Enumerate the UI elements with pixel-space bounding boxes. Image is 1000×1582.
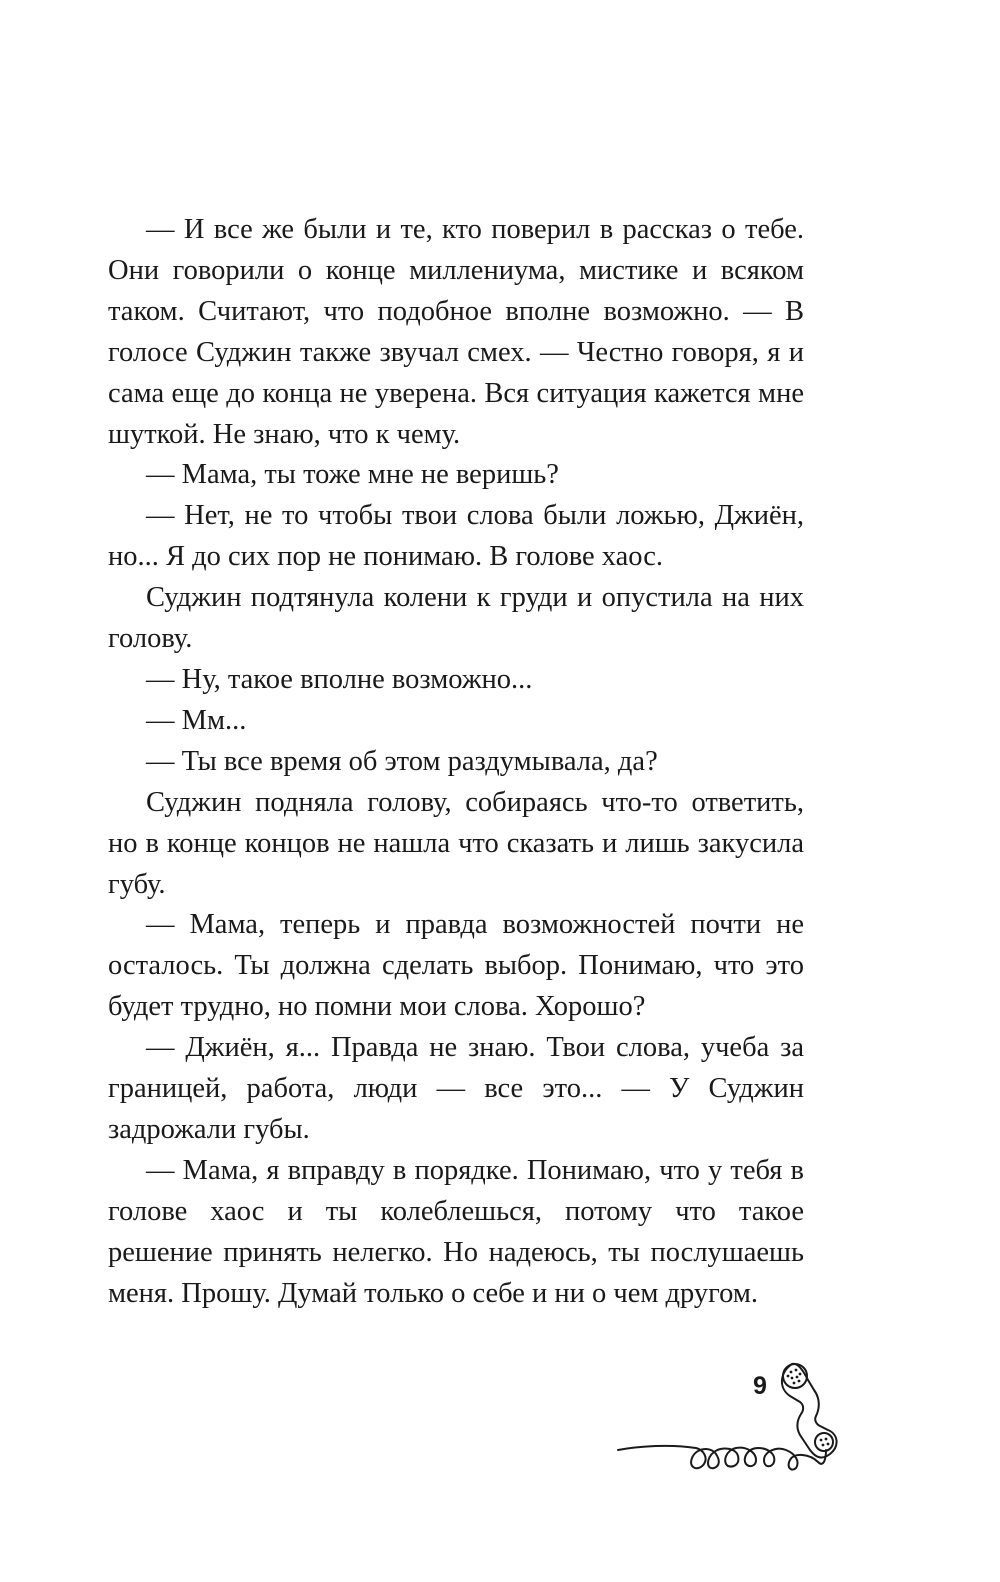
paragraph: — Мм... <box>146 704 247 736</box>
page-number: 9 <box>753 1372 767 1400</box>
telephone-handset-cord-icon <box>600 1350 860 1500</box>
paragraph: — Ты все время об этом раздумывала, да? <box>146 745 658 777</box>
paragraph: Суджин подняла голову, собираясь что-то ответить, но в конце концов не нашла что сказать и лишь закусила губу. <box>108 786 804 900</box>
paragraph: — Мама, ты тоже мне не веришь? <box>146 459 559 491</box>
paragraph: — Нет, не то чтобы твои слова были ложью, Джиён, но... Я до сих пор не понимаю. В голове хаос. <box>108 500 804 573</box>
paragraph: — И все же были и те, кто поверил в рассказ о тебе. Они говорили о конце миллениума, мистике и всяком таком. Считают, что подобное вполне возможно. — В голосе Суджин также звучал смех. — Честно говоря, я и сама еще до конца не уверена. Вся ситуация кажется мне шуткой. Не знаю, что к чему. <box>108 214 804 450</box>
paragraph: — Ну, такое вполне возможно... <box>146 663 533 695</box>
paragraph: Суджин подтянула колени к груди и опустила на них голову. <box>108 582 804 655</box>
paragraph: — Мама, теперь и правда возможностей почти не осталось. Ты должна сделать выбор. Понимаю, что это будет трудно, но помни мои слова. Хорошо? <box>108 909 804 1023</box>
body-text <box>108 210 804 1314</box>
paragraph: — Джиён, я... Правда не знаю. Твои слова, учеба за границей, работа, люди — все это... — У Суджин задрожали губы. <box>108 1032 804 1145</box>
paragraph: — Мама, я вправду в порядке. Понимаю, что у тебя в голове хаос и ты колеблешься, потому что такое решение принять нелегко. Но надеюсь, ты послушаешь меня. Прошу. Думай только о себе и ни о чем другом. <box>108 1154 804 1309</box>
